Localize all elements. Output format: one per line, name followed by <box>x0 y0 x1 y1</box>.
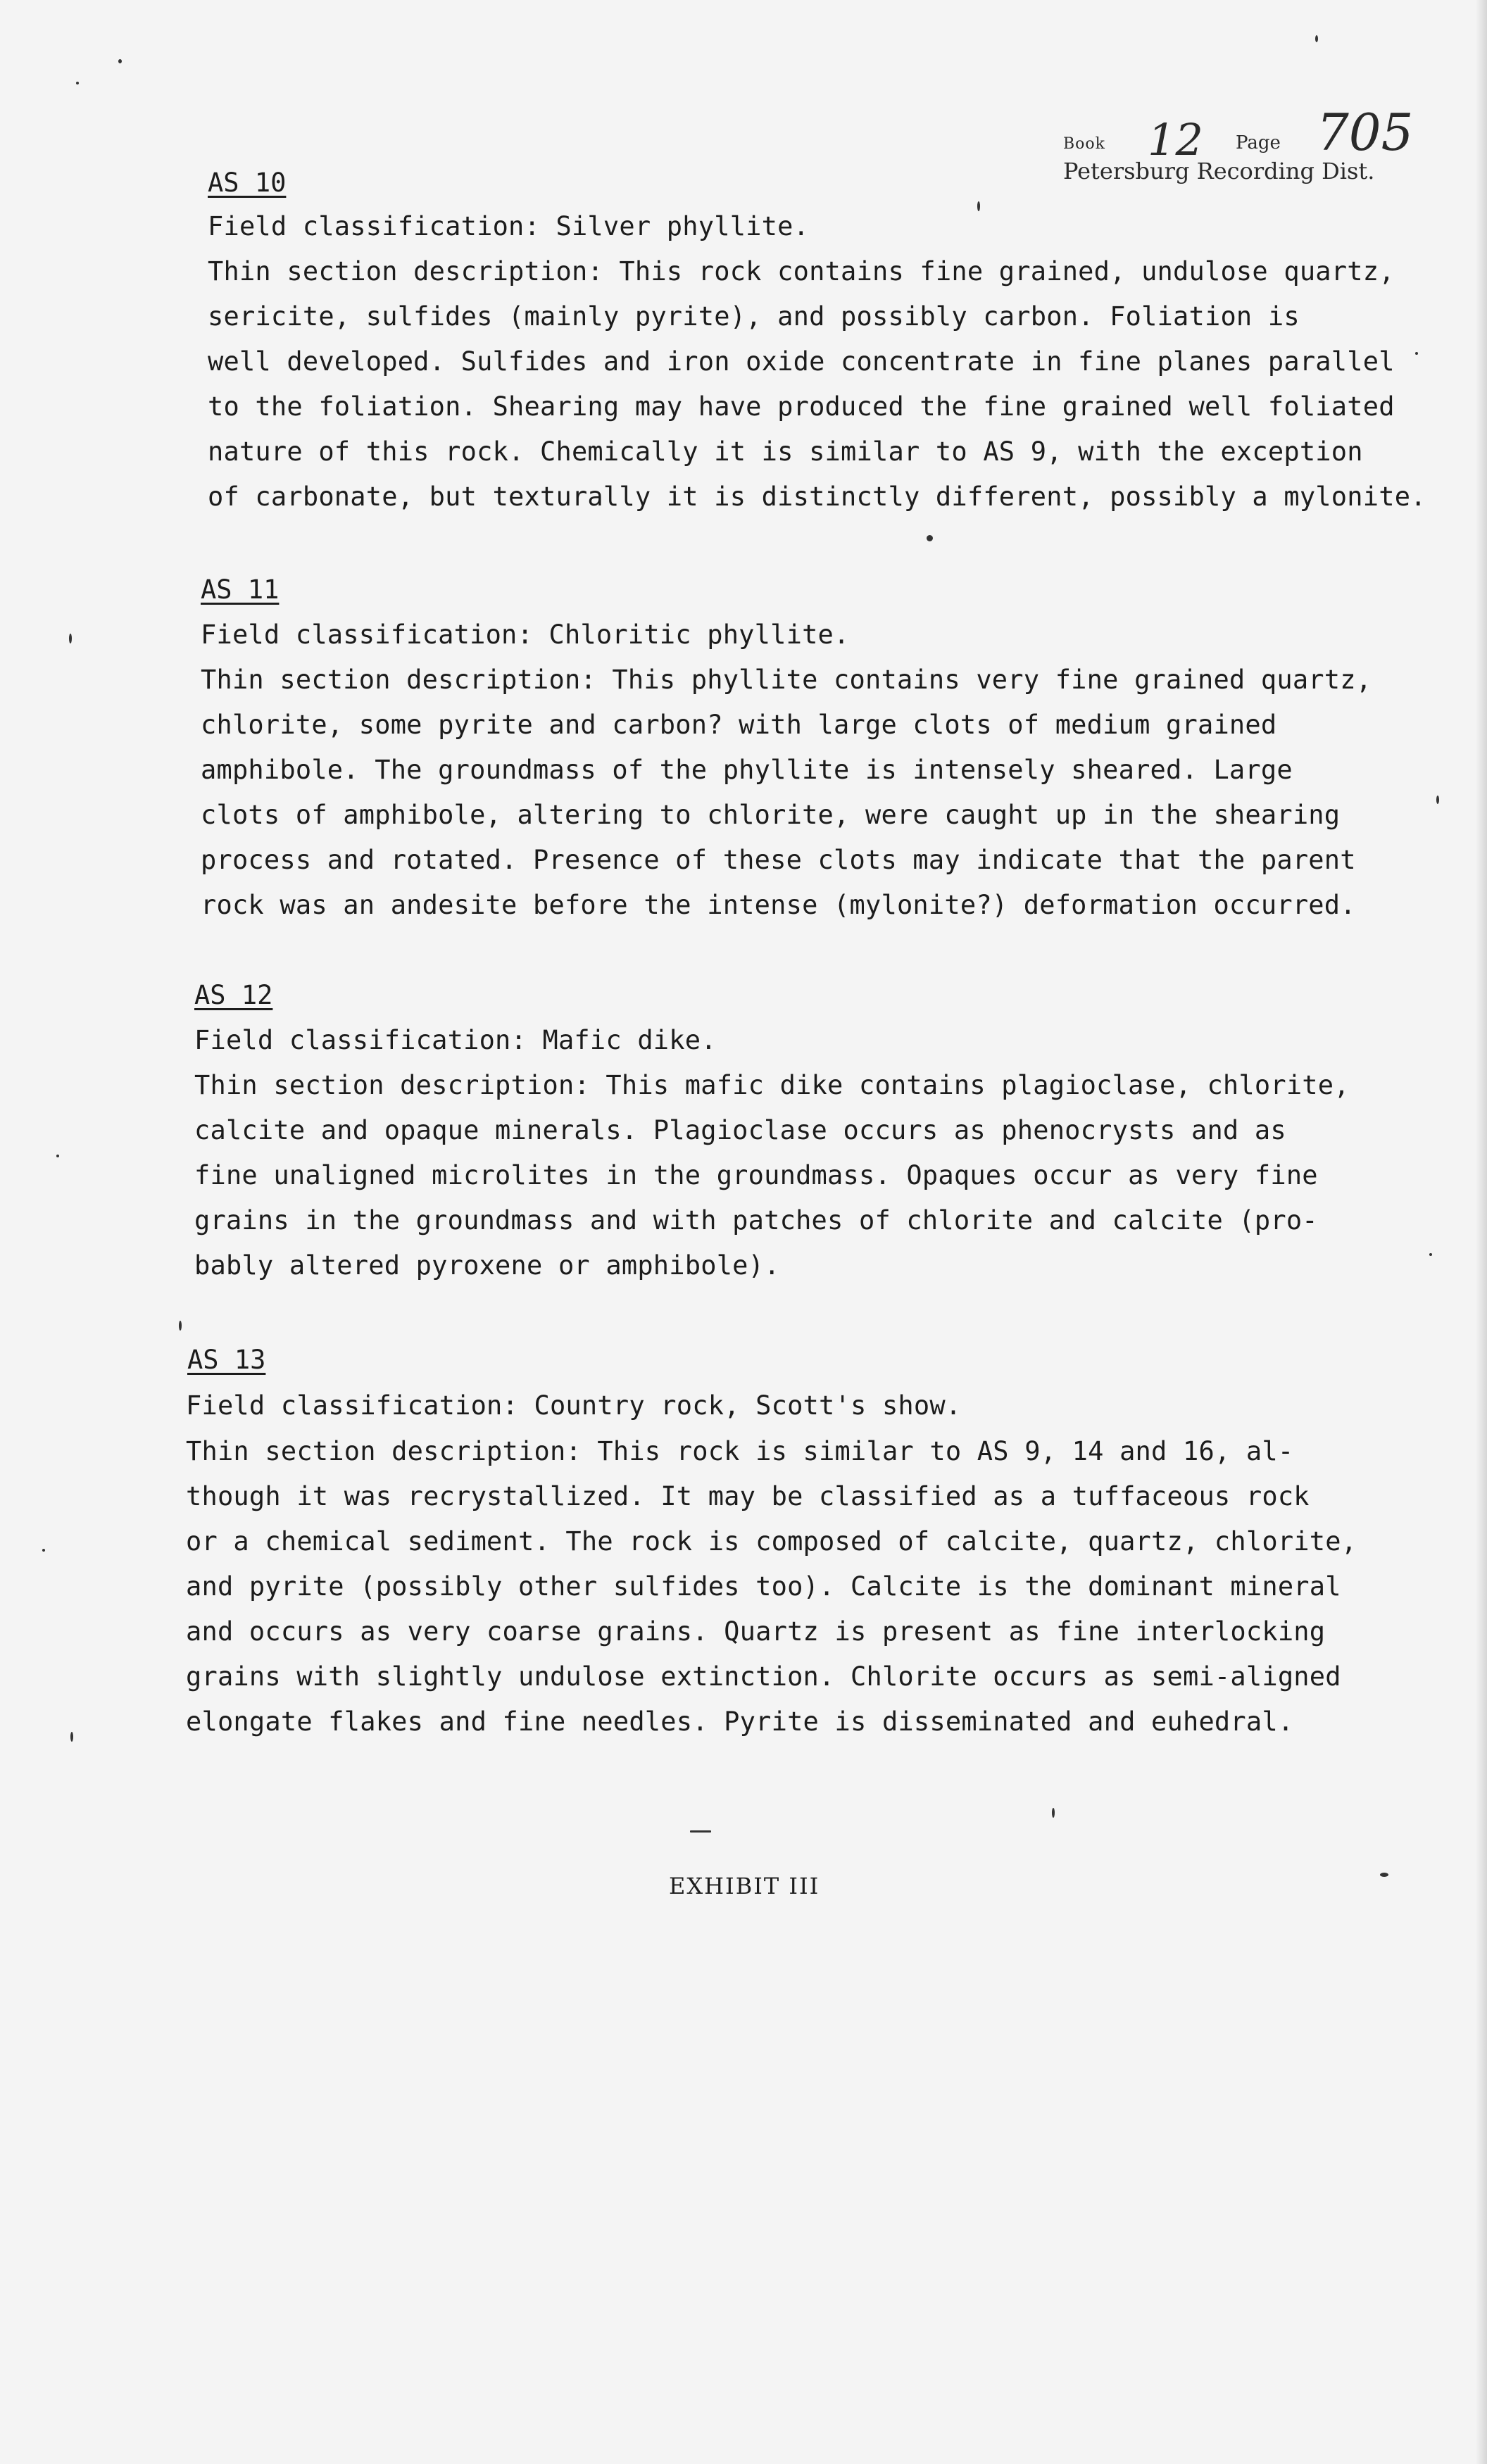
scan-speck <box>1429 1253 1432 1256</box>
description-line: rock was an andesite before the intense (mylonite?) deformation occurred. <box>201 890 1356 920</box>
scan-speck <box>927 535 933 541</box>
section-heading: AS 10 <box>208 168 287 198</box>
scan-speck <box>1380 1873 1388 1877</box>
description-line: sericite, sulfides (mainly pyrite), and possibly carbon. Foliation is <box>208 301 1300 332</box>
stamp-page-number: 705 <box>1317 103 1414 162</box>
description-line: grains with slightly undulose extinction. Chlorite occurs as semi-aligned <box>186 1661 1341 1692</box>
section-heading: AS 13 <box>187 1345 266 1375</box>
scan-speck <box>70 1732 73 1742</box>
description-line: clots of amphibole, altering to chlorite, were caught up in the shearing <box>201 800 1341 830</box>
scan-speck <box>1415 352 1418 355</box>
section-heading: AS 11 <box>201 574 280 605</box>
description-line: elongate flakes and fine needles. Pyrite is disseminated and euhedral. <box>186 1706 1294 1737</box>
scan-speck <box>56 1155 59 1157</box>
scan-speck <box>179 1321 182 1331</box>
field-classification: Field classification: Country rock, Scott's show. <box>186 1390 962 1421</box>
scan-edge-shadow <box>1476 0 1487 2464</box>
scan-speck <box>118 59 122 63</box>
description-line: fine unaligned microlites in the groundmass. Opaques occur as very fine <box>194 1160 1318 1190</box>
field-classification: Field classification: Mafic dike. <box>194 1025 717 1055</box>
description-line: to the foliation. Shearing may have produced the fine grained well foliated <box>208 391 1395 422</box>
scan-speck <box>76 82 79 84</box>
scan-speck <box>42 1549 45 1552</box>
description-line: Thin section description: This mafic dike contains plagioclase, chlorite, <box>194 1070 1350 1100</box>
description-line: process and rotated. Presence of these clots may indicate that the parent <box>201 845 1356 875</box>
description-line: bably altered pyroxene or amphibole). <box>194 1250 780 1281</box>
description-line: though it was recrystallized. It may be classified as a tuffaceous rock <box>186 1481 1310 1511</box>
exhibit-label: EXHIBIT III <box>669 1873 820 1899</box>
recording-stamp <box>1063 103 1429 197</box>
scan-speck <box>69 634 72 643</box>
stamp-book-number: 12 <box>1148 114 1203 165</box>
scan-speck <box>1315 35 1318 42</box>
description-line: Thin section description: This phyllite contains very fine grained quartz, <box>201 665 1372 695</box>
field-classification: Field classification: Chloritic phyllite. <box>201 620 850 650</box>
description-line: Thin section description: This rock contains fine grained, undulose quartz, <box>208 256 1395 287</box>
description-line: well developed. Sulfides and iron oxide concentrate in fine planes parallel <box>208 346 1395 377</box>
field-classification: Field classification: Silver phyllite. <box>208 211 810 241</box>
description-line: nature of this rock. Chemically it is similar to AS 9, with the exception <box>208 436 1363 467</box>
description-line: amphibole. The groundmass of the phyllite is intensely sheared. Large <box>201 755 1293 785</box>
stamp-page-label: Page <box>1236 132 1281 153</box>
description-line: calcite and opaque minerals. Plagioclase occurs as phenocrysts and as <box>194 1115 1286 1145</box>
description-line: and occurs as very coarse grains. Quartz is present as fine interlocking <box>186 1616 1326 1647</box>
scan-speck <box>1052 1808 1055 1818</box>
description-line: and pyrite (possibly other sulfides too). Calcite is the dominant mineral <box>186 1571 1341 1602</box>
description-line: Thin section description: This rock is similar to AS 9, 14 and 16, al- <box>186 1436 1294 1466</box>
scan-speck <box>977 201 980 211</box>
stamp-book-label: Book <box>1063 135 1105 153</box>
section-heading: AS 12 <box>194 980 273 1010</box>
scan-speck <box>690 1830 711 1833</box>
scan-speck <box>1436 796 1439 804</box>
description-line: grains in the groundmass and with patches of chlorite and calcite (pro- <box>194 1205 1318 1236</box>
description-line: of carbonate, but texturally it is distinctly different, possibly a mylonite. <box>208 482 1426 512</box>
description-line: chlorite, some pyrite and carbon? with large clots of medium grained <box>201 710 1277 740</box>
description-line: or a chemical sediment. The rock is composed of calcite, quartz, chlorite, <box>186 1526 1357 1557</box>
stamp-district: Petersburg Recording Dist. <box>1063 158 1375 184</box>
